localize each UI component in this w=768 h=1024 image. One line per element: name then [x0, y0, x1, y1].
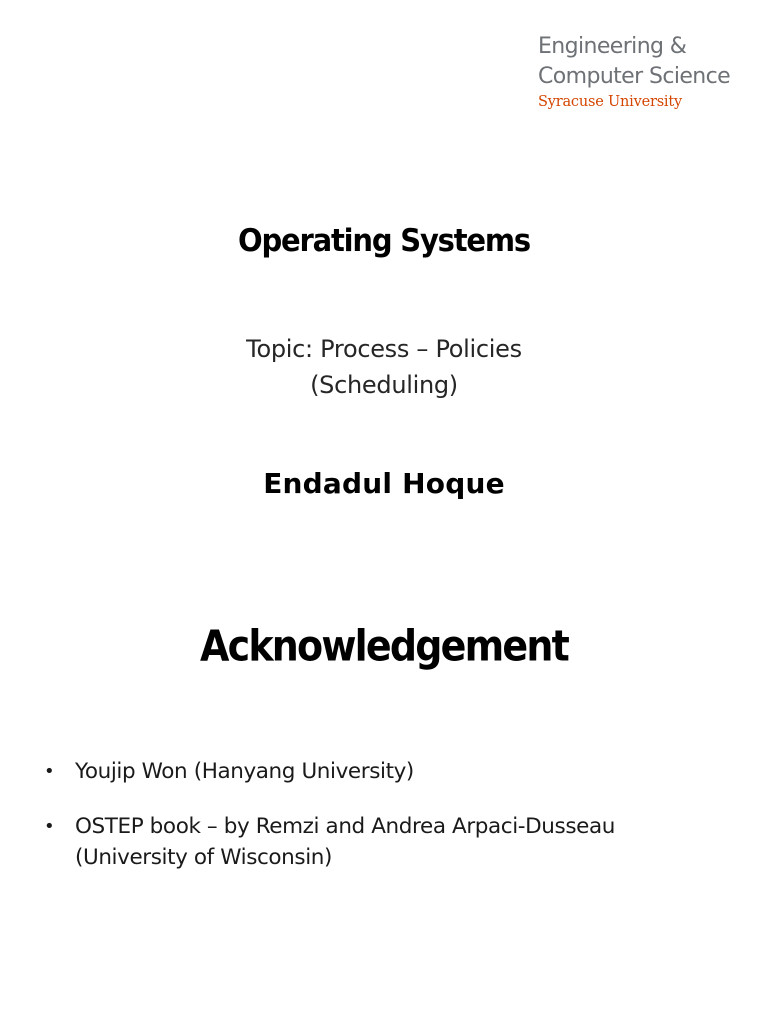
bullet-icon: • [44, 816, 55, 837]
list-item [44, 756, 744, 787]
acknowledgement-title: Acknowledgement [199, 621, 569, 671]
bullet-icon: • [44, 761, 55, 782]
university-logo [538, 32, 758, 112]
logo-line-engineering: Engineering & [538, 34, 687, 59]
logo-line-university: Syracuse University [538, 94, 682, 110]
acknowledgement-slide [0, 560, 768, 1024]
list-item-text: Youjip Won (Hanyang University) [75, 759, 414, 784]
list-item-text-continued: (University of Wisconsin) [75, 845, 332, 870]
logo-line-computer-science: Computer Science [538, 64, 731, 89]
course-title: Operating Systems [238, 221, 530, 259]
topic-line-1: Topic: Process – Policies [246, 335, 522, 363]
list-item-text: OSTEP book – by Remzi and Andrea Arpaci-Dusseau [75, 814, 615, 839]
acknowledgement-list [44, 756, 744, 897]
author-name: Endadul Hoque [263, 467, 505, 500]
topic-line-2: (Scheduling) [310, 371, 458, 399]
list-item [44, 811, 744, 873]
topic-text [0, 331, 768, 403]
